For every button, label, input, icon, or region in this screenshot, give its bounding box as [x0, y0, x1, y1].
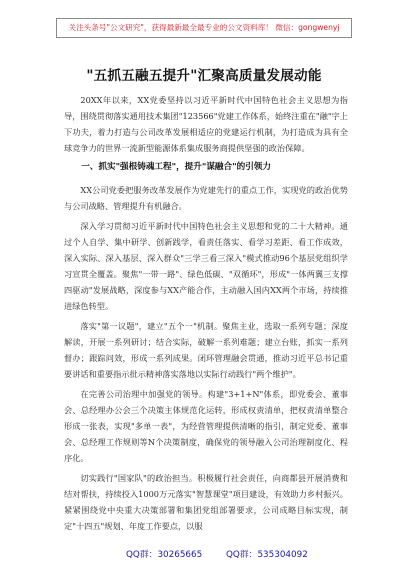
- document-title: "五抓五融五提升"汇聚高质量发展动能: [86, 68, 322, 84]
- document-body: [64, 92, 348, 538]
- body-paragraph: 落实"第一议题"，建立"五个一"机制。聚焦主业，选取一系列专题；深度解读，开展一系列研讨；结合实际，破解一系列难题；建立台账，抓实一系列督办；跟踪问效，形成一系列成果。闭环管理融会贯通，推动习近平总书记重要讲话和重要指示批示精神落实落地以实际行动践行"两个维护"。: [64, 321, 348, 379]
- body-paragraph: 切实践行"国家队"的政治担当。积极履行社会责任，向商都县开展消费和结对帮扶，持续投入1000万元落实"智慧课堂"项目建设，有效助力乡村振兴。紧紧围绕党中央重大决策部署和集团党组部署要求，公司成略目标实现，制定"十四五"规划、年度工作要点，以服: [64, 473, 348, 531]
- body-paragraph: 深入学习贯彻习近平新时代中国特色社会主义思想和党的二十大精神。通过个人自学、集中研学、创新践学，看责任落实、看学习差距、看工作成效，深入实际、深入基层、深入群众"三学三看三深入"模式推动96个基层党组织学习宣贯全覆盖。聚焦"一带一路"、绿色低碳、"双循环"，形成"一体两翼三支撑四驱动"发展战略，深度参与XX产能合作，主动融入国内XX两个市场，持续推进绿色转型。: [64, 221, 348, 311]
- section-heading-1: 一、抓实"强根铸魂工程"，提升"谋融合"的引领力: [81, 162, 271, 172]
- body-paragraph: 在完善公司治理中加强党的领导。构建"3+1+N"体系，即党委会、董事会、总经理办公会三个决策主体规范化运转，形成权责清单，把权责清单整合形成一张表，实现"多单一表"，为经营管理提供清晰的指引，制定党委、董事会、总经理工作规则等N个决策制度，确保党的领导融入公司治理制度化、程序化。: [64, 389, 348, 463]
- banner-text: 关注头条号"公文研究"，获得最新最全最专业的公文资料库！ 微信：gongwenyj: [68, 23, 340, 32]
- intro-paragraph: 20XX年以来，XX党委坚持以习近平新时代中国特色社会主义思想为指导，围绕贯彻落实通用技术集团"123566"党建工作体系，始终注重在"融"字上下功夫，着力打造与公司改革发展相适应的党建运行机制，为打造成为具有全球竞争力的世界一流新型能源体系集成服务商提供坚强的政治保障。: [64, 95, 348, 153]
- qq-group-1: QQ群：30265665: [126, 550, 203, 560]
- qq-group-2: QQ群：535304092: [226, 550, 308, 560]
- footer-contact: [0, 548, 408, 562]
- header-banner: [56, 18, 352, 38]
- body-paragraph: XX公司党委把服务改革发展作为党建先行的重点工作，实现党的政治优势与公司战略、管理提升有机融合。: [64, 185, 348, 211]
